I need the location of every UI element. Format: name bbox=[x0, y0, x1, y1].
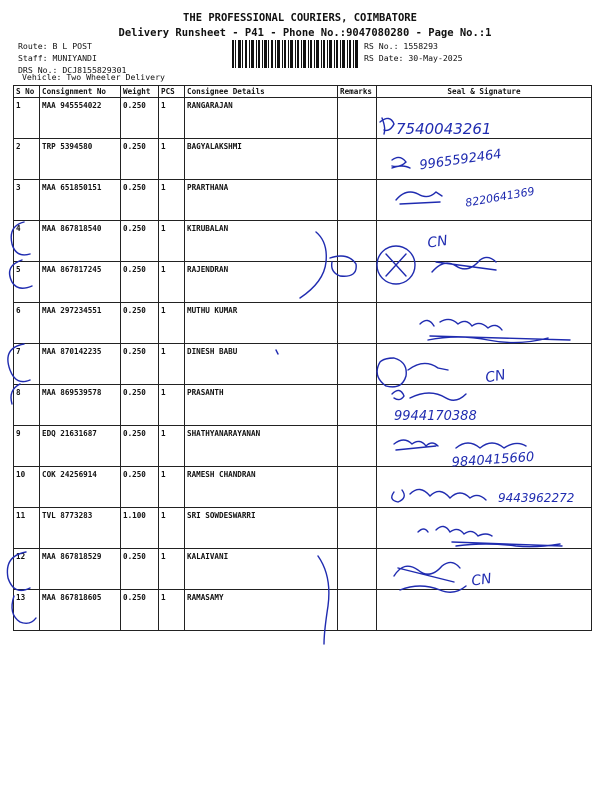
handwritten-cn-7: CN bbox=[484, 367, 507, 387]
col-header-weight: Weight bbox=[121, 86, 159, 98]
cell-consignment-text: TVL 8773283 bbox=[42, 511, 93, 520]
handwritten-cn-12: CN bbox=[470, 570, 493, 590]
cell-remarks bbox=[338, 385, 377, 426]
handwritten-phone-1: 7540043261 bbox=[396, 120, 492, 138]
cell-signature bbox=[377, 385, 592, 426]
cell-consignee-text: MUTHU KUMAR bbox=[187, 306, 238, 315]
cell-sno-text: 7 bbox=[16, 347, 21, 356]
cell-weight bbox=[121, 180, 159, 221]
cell-sno-text: 1 bbox=[16, 101, 21, 110]
cell-weight-text: 0.250 bbox=[123, 306, 146, 315]
route-label: Route: B L POST bbox=[18, 41, 92, 51]
col-header-pcs: PCS bbox=[159, 86, 185, 98]
cell-pcs-text: 1 bbox=[161, 552, 166, 561]
col-header-sno: S No bbox=[14, 86, 40, 98]
handwritten-phone-2: 9965592464 bbox=[418, 146, 503, 174]
cell-weight-text: 0.250 bbox=[123, 429, 146, 438]
cell-sno-text: 8 bbox=[16, 388, 21, 397]
col-header-signature: Seal & Signature bbox=[377, 86, 592, 98]
handwritten-cn-4: CN bbox=[426, 232, 449, 252]
cell-pcs-text: 1 bbox=[161, 429, 166, 438]
table-row bbox=[14, 508, 592, 549]
cell-sno bbox=[14, 590, 40, 631]
cell-sno bbox=[14, 508, 40, 549]
cell-consignment-text: MAA 651850151 bbox=[42, 183, 102, 192]
cell-consignment bbox=[40, 426, 121, 467]
cell-sno-text: 5 bbox=[16, 265, 21, 274]
cell-sno bbox=[14, 303, 40, 344]
table-row bbox=[14, 467, 592, 508]
cell-signature bbox=[377, 590, 592, 631]
cell-remarks bbox=[338, 549, 377, 590]
cell-signature bbox=[377, 426, 592, 467]
table-row bbox=[14, 221, 592, 262]
cell-consignee bbox=[185, 139, 338, 180]
cell-consignee-text: SRI SOWDESWARRI bbox=[187, 511, 256, 520]
cell-weight bbox=[121, 98, 159, 139]
cell-pcs-text: 1 bbox=[161, 101, 166, 110]
cell-pcs-text: 1 bbox=[161, 224, 166, 233]
cell-consignment-text: MAA 945554022 bbox=[42, 101, 102, 110]
cell-sno-text: 11 bbox=[16, 511, 26, 520]
cell-weight bbox=[121, 549, 159, 590]
cell-sno-text: 10 bbox=[16, 470, 26, 479]
cell-weight-text: 0.250 bbox=[123, 265, 146, 274]
table-row bbox=[14, 139, 592, 180]
cell-pcs bbox=[159, 508, 185, 549]
cell-consignment bbox=[40, 303, 121, 344]
drs-label: DRS No.: DCJ8155829301 bbox=[18, 65, 127, 75]
cell-signature bbox=[377, 262, 592, 303]
cell-signature bbox=[377, 508, 592, 549]
cell-sno bbox=[14, 98, 40, 139]
cell-weight-text: 0.250 bbox=[123, 142, 146, 151]
cell-consignee bbox=[185, 180, 338, 221]
cell-consignee bbox=[185, 426, 338, 467]
table-row bbox=[14, 385, 592, 426]
cell-consignee-text: RANGARAJAN bbox=[187, 101, 233, 110]
cell-weight-text: 0.250 bbox=[123, 183, 146, 192]
cell-consignment-text: MAA 869539578 bbox=[42, 388, 102, 397]
cell-consignment bbox=[40, 508, 121, 549]
cell-signature bbox=[377, 98, 592, 139]
cell-consignee bbox=[185, 262, 338, 303]
handwritten-phone-8: 9944170388 bbox=[394, 409, 477, 424]
table-row bbox=[14, 303, 592, 344]
cell-pcs-text: 1 bbox=[161, 183, 166, 192]
cell-signature bbox=[377, 303, 592, 344]
rs-date-label: RS Date: 30-May-2025 bbox=[364, 53, 463, 63]
cell-weight bbox=[121, 426, 159, 467]
cell-weight-text: 0.250 bbox=[123, 101, 146, 110]
cell-remarks bbox=[338, 303, 377, 344]
cell-signature bbox=[377, 344, 592, 385]
cell-remarks bbox=[338, 590, 377, 631]
table-row bbox=[14, 344, 592, 385]
cell-pcs-text: 1 bbox=[161, 306, 166, 315]
cell-consignee bbox=[185, 344, 338, 385]
cell-pcs bbox=[159, 590, 185, 631]
handwritten-phone-9: 9840415660 bbox=[451, 449, 535, 471]
cell-sno bbox=[14, 467, 40, 508]
cell-weight-text: 0.250 bbox=[123, 388, 146, 397]
cell-consignment bbox=[40, 180, 121, 221]
cell-consignment-text: MAA 867818605 bbox=[42, 593, 102, 602]
cell-consignment bbox=[40, 262, 121, 303]
cell-consignee-text: PRARTHANA bbox=[187, 183, 229, 192]
cell-weight-text: 0.250 bbox=[123, 224, 146, 233]
table-row bbox=[14, 590, 592, 631]
cell-signature bbox=[377, 139, 592, 180]
cell-pcs-text: 1 bbox=[161, 511, 166, 520]
cell-pcs bbox=[159, 385, 185, 426]
cell-weight bbox=[121, 467, 159, 508]
cell-weight-text: 0.250 bbox=[123, 470, 146, 479]
table-row bbox=[14, 262, 592, 303]
cell-weight-text: 0.250 bbox=[123, 347, 146, 356]
cell-consignment-text: MAA 867818529 bbox=[42, 552, 102, 561]
cell-pcs-text: 1 bbox=[161, 470, 166, 479]
cell-consignee-text: SHATHYANARAYANAN bbox=[187, 429, 261, 438]
cell-consignee bbox=[185, 221, 338, 262]
cell-sno bbox=[14, 344, 40, 385]
handwritten-phone-3: 8220641369 bbox=[464, 184, 536, 210]
cell-weight bbox=[121, 139, 159, 180]
cell-sno-text: 4 bbox=[16, 224, 21, 233]
cell-pcs-text: 1 bbox=[161, 593, 166, 602]
cell-consignee-text: KALAIVANI bbox=[187, 552, 229, 561]
cell-sno-text: 9 bbox=[16, 429, 21, 438]
cell-consignee bbox=[185, 590, 338, 631]
cell-consignment bbox=[40, 385, 121, 426]
cell-weight-text: 0.250 bbox=[123, 593, 146, 602]
cell-remarks bbox=[338, 221, 377, 262]
handwritten-phone-10: 9443962272 bbox=[498, 491, 575, 505]
cell-sno bbox=[14, 549, 40, 590]
cell-consignment-text: MAA 867818540 bbox=[42, 224, 102, 233]
cell-consignment bbox=[40, 344, 121, 385]
cell-signature bbox=[377, 549, 592, 590]
cell-remarks bbox=[338, 98, 377, 139]
cell-remarks bbox=[338, 139, 377, 180]
cell-sno bbox=[14, 180, 40, 221]
cell-remarks bbox=[338, 467, 377, 508]
cell-consignee-text: RAMASAMY bbox=[187, 593, 224, 602]
cell-consignee-text: BAGYALAKSHMI bbox=[187, 142, 242, 151]
cell-consignment-text: MAA 867817245 bbox=[42, 265, 102, 274]
cell-signature bbox=[377, 467, 592, 508]
meta-right bbox=[364, 40, 463, 64]
cell-consignee bbox=[185, 508, 338, 549]
cell-pcs bbox=[159, 221, 185, 262]
cell-consignee bbox=[185, 303, 338, 344]
cell-pcs-text: 1 bbox=[161, 142, 166, 151]
staff-label: Staff: MUNIYANDI bbox=[18, 53, 97, 63]
cell-pcs bbox=[159, 467, 185, 508]
cell-pcs-text: 1 bbox=[161, 347, 166, 356]
cell-sno-text: 6 bbox=[16, 306, 21, 315]
company-title: THE PROFESSIONAL COURIERS, COIMBATORE bbox=[183, 12, 417, 24]
cell-remarks bbox=[338, 262, 377, 303]
cell-consignment-text: EDQ 21631687 bbox=[42, 429, 97, 438]
cell-consignment-text: MAA 297234551 bbox=[42, 306, 102, 315]
rs-no-label: RS No.: 1558293 bbox=[364, 41, 438, 51]
cell-signature bbox=[377, 221, 592, 262]
col-header-consignment: Consignment No bbox=[40, 86, 121, 98]
cell-weight bbox=[121, 221, 159, 262]
cell-pcs-text: 1 bbox=[161, 265, 166, 274]
meta-left bbox=[18, 40, 126, 76]
cell-pcs bbox=[159, 549, 185, 590]
cell-pcs bbox=[159, 262, 185, 303]
cell-signature bbox=[377, 180, 592, 221]
cell-pcs bbox=[159, 139, 185, 180]
table-header-row bbox=[14, 86, 592, 98]
cell-consignment bbox=[40, 221, 121, 262]
col-header-remarks: Remarks bbox=[338, 86, 377, 98]
vehicle-label: Vehicle: Two Wheeler Delivery bbox=[22, 72, 165, 82]
barcode-image bbox=[232, 40, 358, 68]
cell-sno-text: 12 bbox=[16, 552, 26, 561]
col-header-consignee: Consignee Details bbox=[185, 86, 338, 98]
cell-weight bbox=[121, 344, 159, 385]
cell-sno bbox=[14, 139, 40, 180]
cell-consignee bbox=[185, 549, 338, 590]
cell-weight-text: 1.100 bbox=[123, 511, 146, 520]
cell-weight bbox=[121, 303, 159, 344]
cell-consignment bbox=[40, 549, 121, 590]
cell-sno-text: 3 bbox=[16, 183, 21, 192]
cell-pcs bbox=[159, 98, 185, 139]
table-row bbox=[14, 549, 592, 590]
table-row bbox=[14, 180, 592, 221]
cell-consignee bbox=[185, 385, 338, 426]
cell-pcs bbox=[159, 344, 185, 385]
cell-consignee-text: PRASANTH bbox=[187, 388, 224, 397]
cell-consignee-text: DINESH BABU bbox=[187, 347, 238, 356]
cell-consignee-text: RAMESH CHANDRAN bbox=[187, 470, 256, 479]
cell-sno bbox=[14, 385, 40, 426]
cell-remarks bbox=[338, 426, 377, 467]
cell-consignment bbox=[40, 98, 121, 139]
table-row bbox=[14, 98, 592, 139]
cell-weight bbox=[121, 385, 159, 426]
cell-sno bbox=[14, 262, 40, 303]
cell-consignee bbox=[185, 98, 338, 139]
cell-consignment bbox=[40, 590, 121, 631]
cell-consignee-text: RAJENDRAN bbox=[187, 265, 229, 274]
cell-weight bbox=[121, 508, 159, 549]
cell-consignee bbox=[185, 467, 338, 508]
runsheet-table bbox=[13, 85, 592, 631]
cell-remarks bbox=[338, 508, 377, 549]
cell-consignment-text: TRP 5394580 bbox=[42, 142, 93, 151]
cell-pcs bbox=[159, 180, 185, 221]
cell-remarks bbox=[338, 180, 377, 221]
cell-consignment bbox=[40, 467, 121, 508]
cell-weight bbox=[121, 590, 159, 631]
cell-consignee-text: KIRUBALAN bbox=[187, 224, 229, 233]
cell-sno bbox=[14, 426, 40, 467]
cell-pcs bbox=[159, 426, 185, 467]
cell-consignment-text: COK 24256914 bbox=[42, 470, 97, 479]
cell-consignment-text: MAA 870142235 bbox=[42, 347, 102, 356]
cell-sno bbox=[14, 221, 40, 262]
table-row bbox=[14, 426, 592, 467]
cell-sno-text: 2 bbox=[16, 142, 21, 151]
cell-remarks bbox=[338, 344, 377, 385]
cell-consignment bbox=[40, 139, 121, 180]
runsheet-subtitle: Delivery Runsheet - P41 - Phone No.:9047080280 - Page No.:1 bbox=[118, 27, 492, 39]
cell-weight-text: 0.250 bbox=[123, 552, 146, 561]
cell-sno-text: 13 bbox=[16, 593, 26, 602]
cell-pcs bbox=[159, 303, 185, 344]
cell-weight bbox=[121, 262, 159, 303]
cell-pcs-text: 1 bbox=[161, 388, 166, 397]
